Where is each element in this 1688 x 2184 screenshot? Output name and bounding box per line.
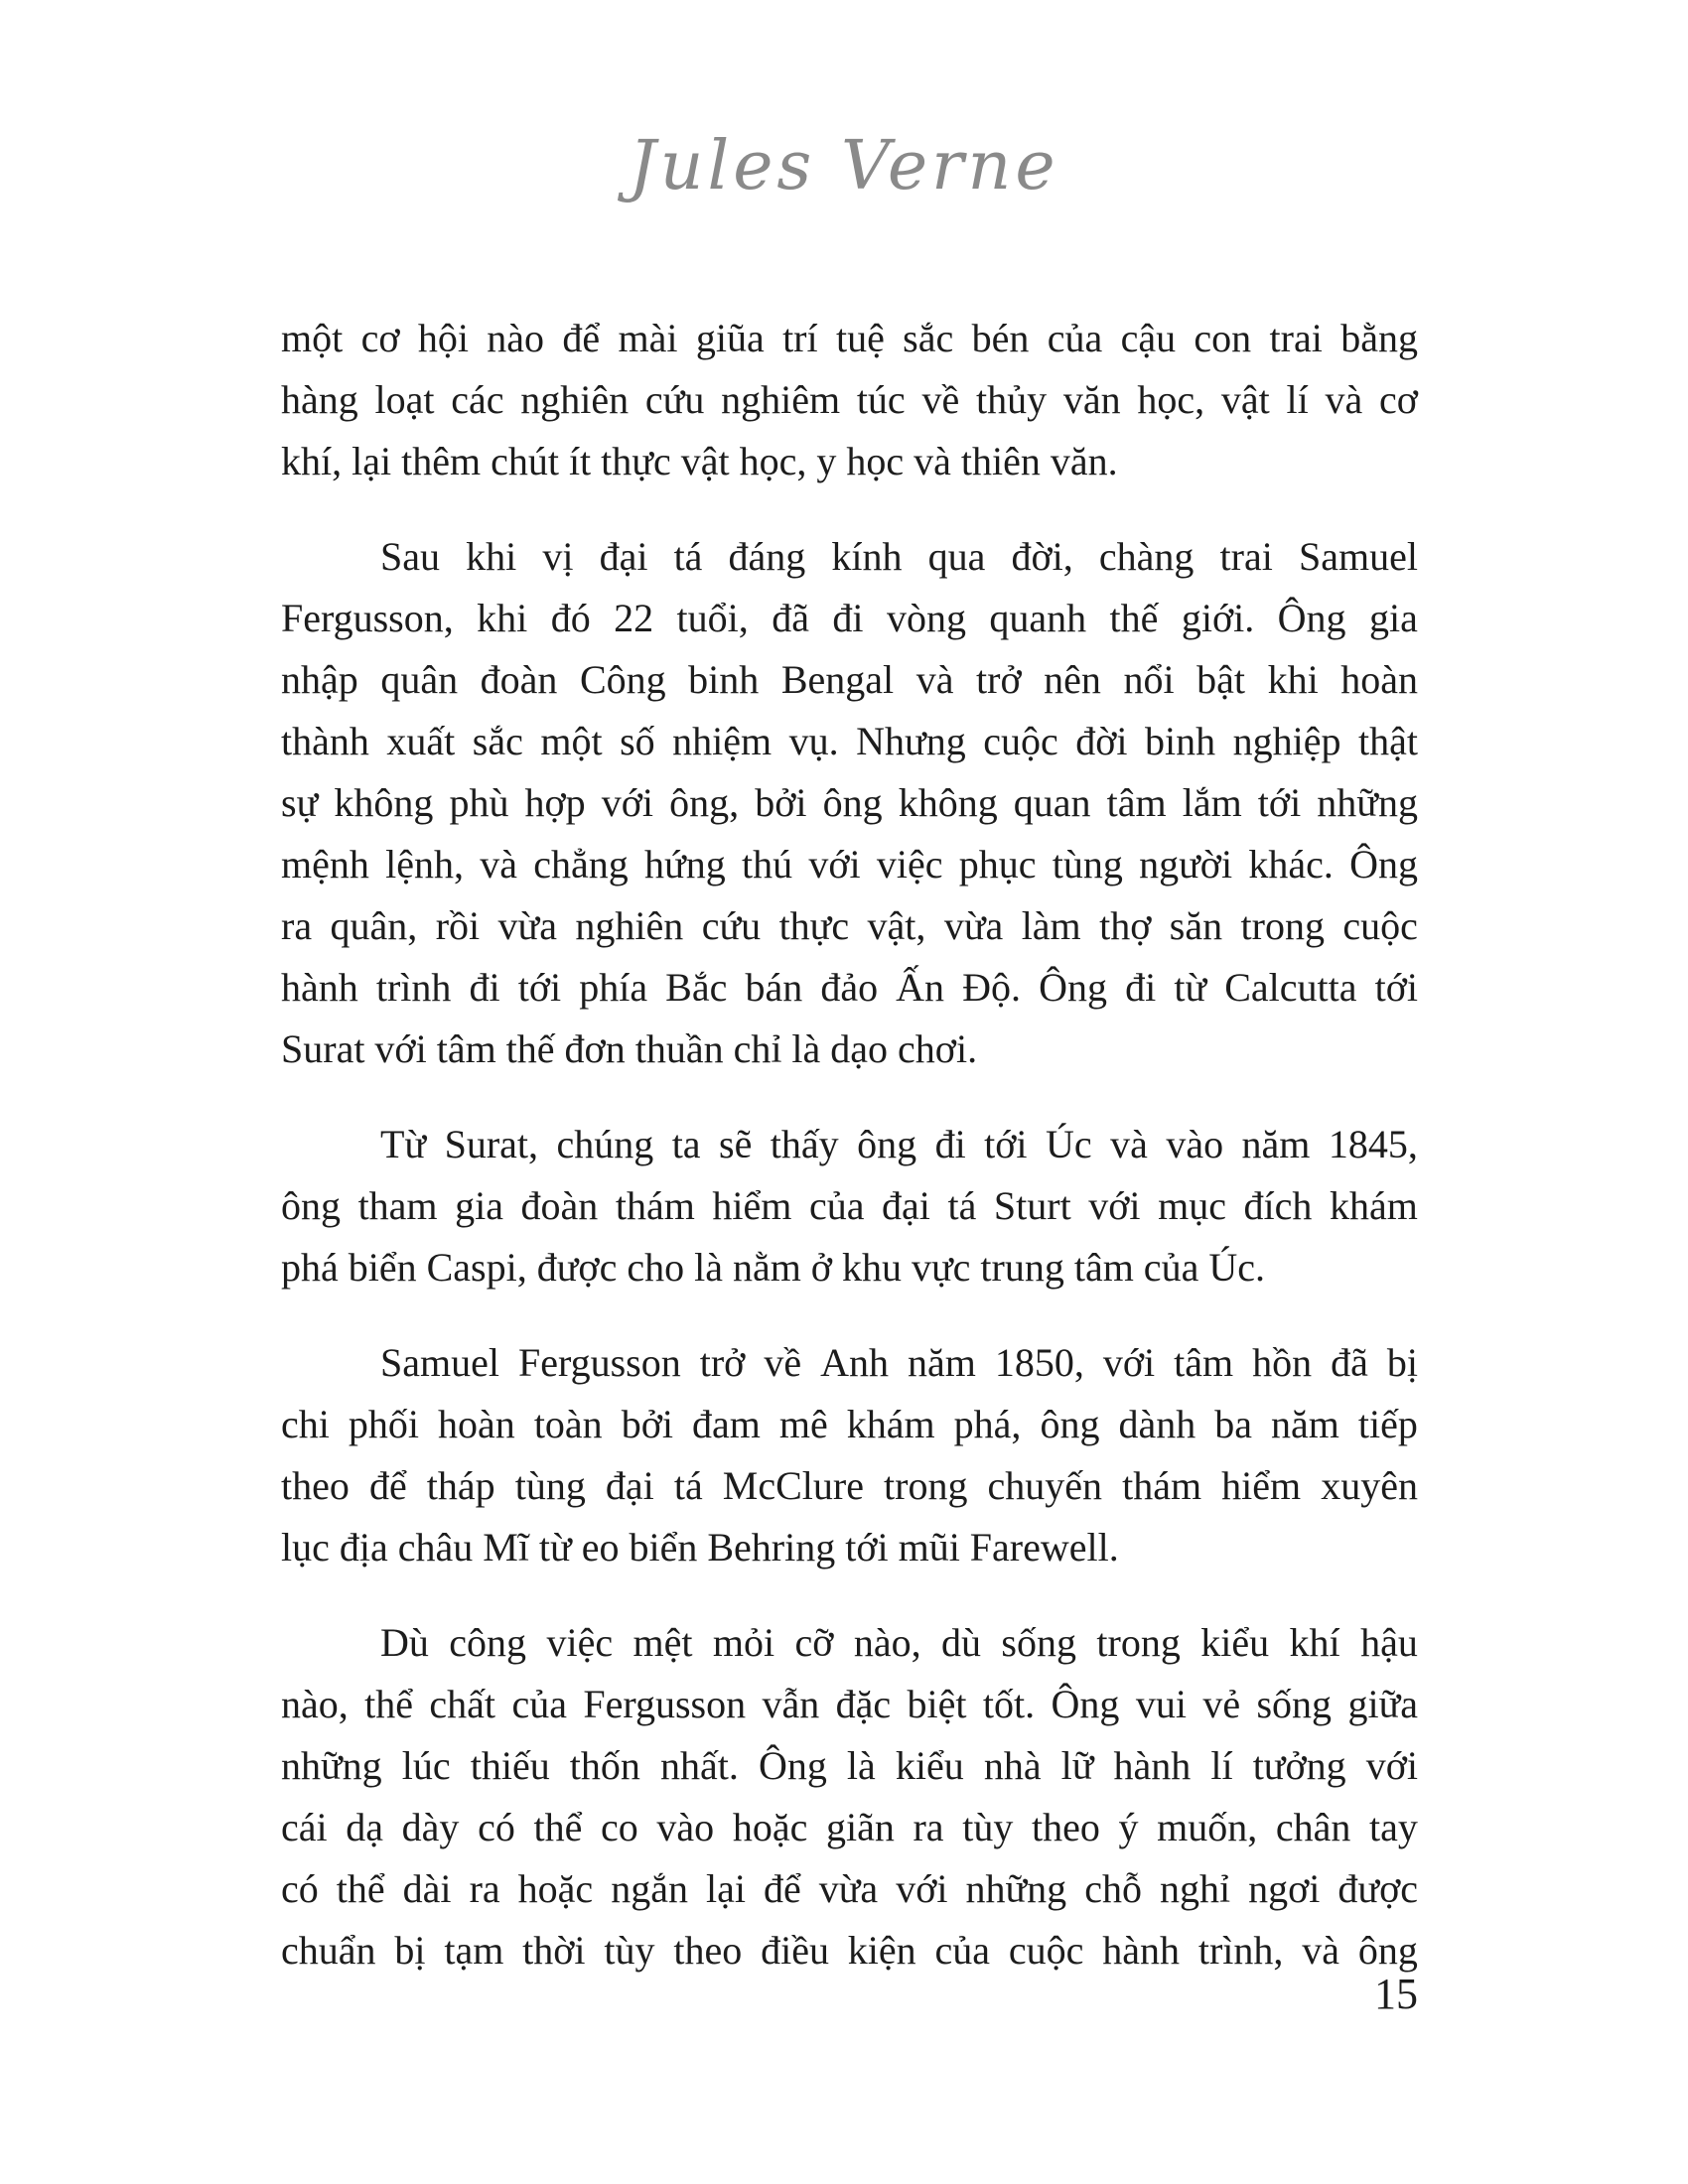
text-line: theo để tháp tùng đại tá McClure trong chuyến thám hiểm xuyên xyxy=(281,1463,1418,1508)
text-line: cái dạ dày có thể co vào hoặc giãn ra tùy theo ý muốn, chân tay xyxy=(281,1805,1418,1849)
text-line: hành trình đi tới phía Bắc bán đảo Ấn Độ. Ông đi từ Calcutta tới xyxy=(281,965,1418,1010)
text-line: mệnh lệnh, và chẳng hứng thú với việc phục tùng người khác. Ông xyxy=(281,842,1418,887)
text-line: Sau khi vị đại tá đáng kính qua đời, chàng trai Samuel xyxy=(380,534,1418,579)
text-line: Surat với tâm thế đơn thuần chỉ là dạo chơi. xyxy=(281,1026,978,1071)
paragraph xyxy=(281,308,1418,492)
running-header-author: Jules Verne xyxy=(629,127,1059,205)
text-line: có thể dài ra hoặc ngắn lại để vừa với những chỗ nghỉ ngơi được xyxy=(281,1866,1418,1911)
text-line: lục địa châu Mĩ từ eo biển Behring tới mũi Farewell. xyxy=(281,1525,1119,1570)
text-line: Fergusson, khi đó 22 tuổi, đã đi vòng quanh thế giới. Ông gia xyxy=(281,596,1418,640)
text-line: thành xuất sắc một số nhiệm vụ. Nhưng cuộc đời binh nghiệp thật xyxy=(281,719,1418,763)
paragraph xyxy=(281,1332,1418,1578)
paragraph xyxy=(281,1612,1418,1981)
text-line: nhập quân đoàn Công binh Bengal và trở nên nổi bật khi hoàn xyxy=(281,657,1418,702)
text-line: chuẩn bị tạm thời tùy theo điều kiện của cuộc hành trình, và ông xyxy=(281,1928,1418,1973)
text-line: ra quân, rồi vừa nghiên cứu thực vật, vừa làm thợ săn trong cuộc xyxy=(281,903,1418,948)
text-line: một cơ hội nào để mài giũa trí tuệ sắc bén của cậu con trai bằng xyxy=(281,316,1418,360)
text-line: phá biển Caspi, được cho là nằm ở khu vực trung tâm của Úc. xyxy=(281,1245,1265,1290)
paragraph xyxy=(281,1114,1418,1298)
text-line: hàng loạt các nghiên cứu nghiêm túc về thủy văn học, vật lí và cơ xyxy=(281,377,1418,422)
text-line: ông tham gia đoàn thám hiểm của đại tá Sturt với mục đích khám xyxy=(281,1183,1418,1228)
paragraph xyxy=(281,526,1418,1080)
text-line: Dù công việc mệt mỏi cỡ nào, dù sống trong kiểu khí hậu xyxy=(380,1620,1418,1665)
text-line: chi phối hoàn toàn bởi đam mê khám phá, ông dành ba năm tiếp xyxy=(281,1402,1418,1446)
page-number: 15 xyxy=(1374,1970,1418,2018)
text-line: sự không phù hợp với ông, bởi ông không quan tâm lắm tới những xyxy=(281,780,1418,825)
body-text xyxy=(281,308,1418,1981)
text-line: Samuel Fergusson trở về Anh năm 1850, với tâm hồn đã bị xyxy=(380,1340,1418,1385)
text-line: Từ Surat, chúng ta sẽ thấy ông đi tới Úc và vào năm 1845, xyxy=(380,1122,1418,1166)
text-line: những lúc thiếu thốn nhất. Ông là kiểu nhà lữ hành lí tưởng với xyxy=(281,1743,1418,1788)
text-line: nào, thể chất của Fergusson vẫn đặc biệt tốt. Ông vui vẻ sống giữa xyxy=(281,1682,1418,1726)
text-line: khí, lại thêm chút ít thực vật học, y học và thiên văn. xyxy=(281,439,1118,483)
